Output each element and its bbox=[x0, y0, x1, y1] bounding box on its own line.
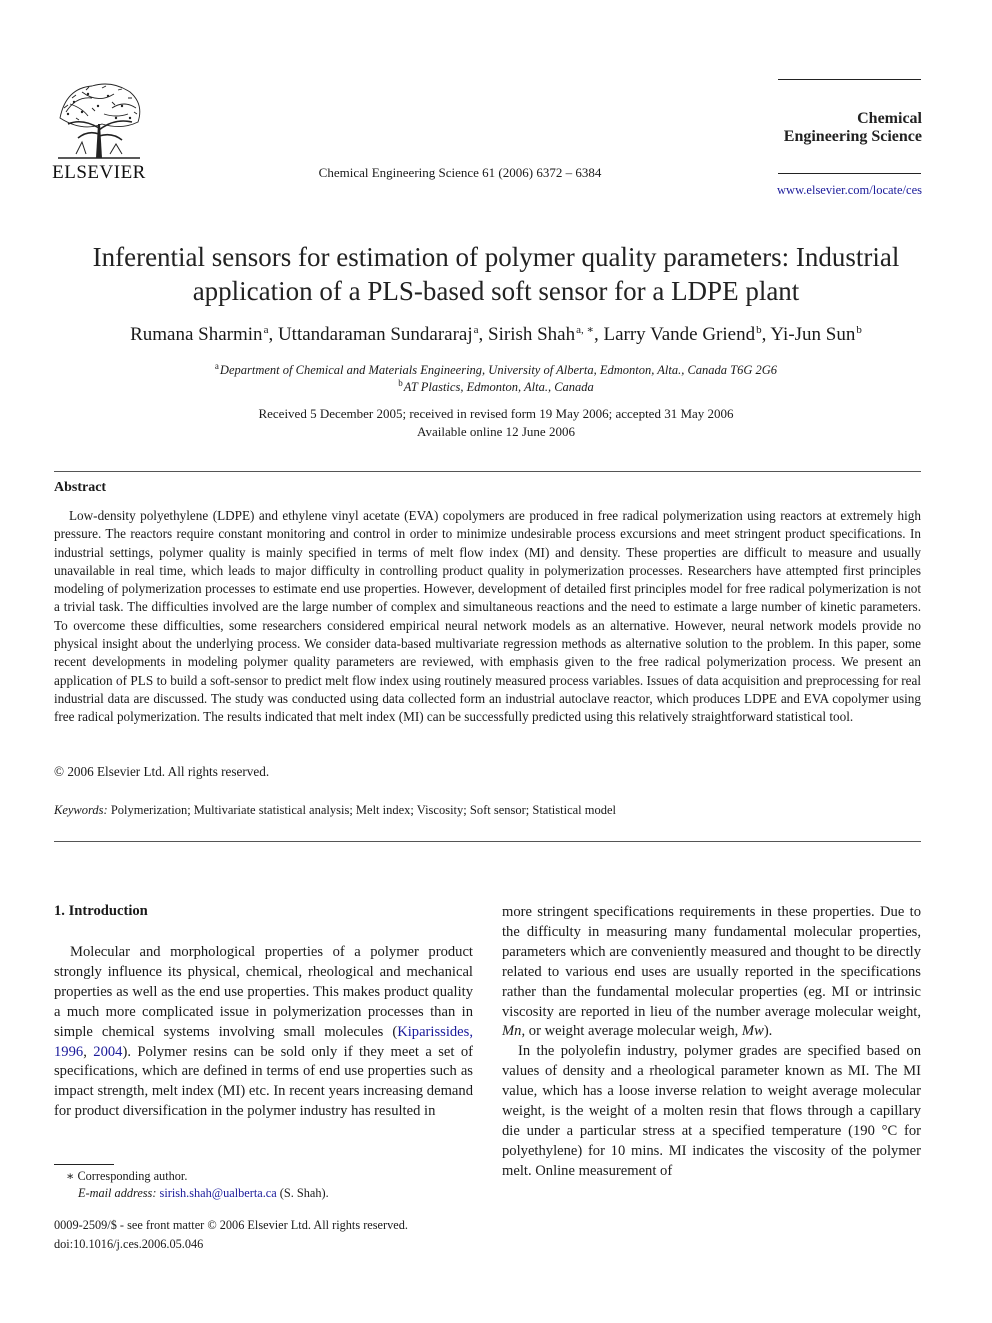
publisher-name: ELSEVIER bbox=[52, 162, 146, 183]
elsevier-logo bbox=[52, 78, 146, 182]
title-line-2: application of a PLS-based soft sensor for a LDPE plant bbox=[192, 276, 800, 306]
symbol-mw: Mw bbox=[741, 1023, 764, 1040]
online-date: Available online 12 June 2006 bbox=[417, 424, 575, 439]
received-dates: Received 5 December 2005; received in revised form 19 May 2006; accepted 31 May 2006 bbox=[258, 406, 734, 421]
footnote-star: ∗ bbox=[66, 1169, 75, 1183]
citation-link-kiparissides-2004[interactable]: 2004 bbox=[93, 1043, 123, 1060]
title-line-1: Inferential sensors for estimation of polymer quality parameters: Industrial bbox=[92, 242, 900, 272]
author-name: Uttandaraman Sundararaj bbox=[277, 324, 473, 345]
abstract-heading: Abstract bbox=[54, 480, 107, 495]
author-name: Yi-Jun Sun bbox=[770, 324, 856, 345]
abstract-rule-bottom bbox=[54, 841, 921, 842]
body-column-left bbox=[54, 943, 473, 1122]
author-list: Rumana Sharmin$^a$, Uttandaraman Sundararaj$^a$, Sirish Shah$^{a, ∗}$, Larry Vande Griend$^b$, Yi-Jun Sun$^b$ bbox=[130, 324, 862, 345]
affiliation-text: AT Plastics, Edmonton, Alta., Canada bbox=[403, 380, 594, 394]
author-sup: b bbox=[756, 324, 762, 336]
author-name: Sirish Shah bbox=[488, 324, 576, 345]
abstract-text: Low-density polyethylene (LDPE) and ethylene vinyl acetate (EVA) copolymers are produced in free radical polymerization using reactors at extremely high pressure. The reactors require constant monitoring and control in order to minimize undesirable process excursions and meet stringent product specifications. In industrial settings, polymer quality is mainly specified in terms of melt flow index (MI) and density. These properties are difficult to measure and usually unavailable in real time, which leads to major difficulty in controlling product quality in polymerization processes. Researchers have attempted first principles modeling of polymerization processes to estimate end use properties. However, development of detailed first principles model for free radical polymerization is not a trivial task. The difficulties involved are the large number of complex and simultaneous reactions and the need to estimate a large number of kinetic parameters. To overcome these difficulties, some researchers considered empirical neural network models as an alternative. However, neural network models provide no physical insight about the underlying process. We consider data-based multivariate regression methods as alternative solution to the problem. In this paper, some recent developments in modeling polymer quality parameters are reviewed, with emphasis given to the free radical polymerization process. We present an application of PLS to build a soft-sensor to predict melt flow index using routinely measured process variables. Issues of data acquisition and preprocessing for real industrial data are discussed. The study was conducted using data collected form an industrial autoclave reactor, which produces LDPE and EVA copolymer using free radical polymerization. The results indicated that melt index (MI) can be successfully predicted using this relatively straightforward statistical tool. bbox=[54, 508, 921, 725]
doi-line: doi:10.1016/j.ces.2006.05.046 bbox=[54, 1237, 204, 1251]
journal-name-line2: Engineering Science bbox=[783, 128, 922, 145]
symbol-mn: Mn bbox=[502, 1023, 522, 1040]
footnote-corresponding bbox=[54, 1169, 187, 1184]
author-sup: a, ∗ bbox=[576, 324, 594, 336]
journal-rule-top bbox=[778, 79, 921, 80]
author-name: Larry Vande Griend bbox=[603, 324, 756, 345]
journal-name-line1: Chemical bbox=[857, 110, 922, 127]
intro-text-b: ). Polymer resins can be sold only if they meet a set of specifications, which are defined in terms of end use properties such as impact strength, melt index (MI) etc. In recent years increasing demand for product diversification in the polymer industry has resulted in bbox=[54, 1043, 474, 1120]
abstract-copyright: © 2006 Elsevier Ltd. All rights reserved. bbox=[54, 764, 270, 779]
intro-text-d: , or weight average molecular weigh, bbox=[521, 1023, 742, 1040]
section-heading-introduction: 1. Introduction bbox=[54, 903, 148, 919]
intro-text-a: Molecular and morphological properties of a polymer product strongly influence its physical, chemical, rheological and mechanical properties as well as the end use properties. This makes product quality a much more complicated issue in polymerization processes than in simple chemical systems involving small molecules ( bbox=[54, 944, 473, 1040]
keywords bbox=[54, 803, 921, 818]
author-sup: a bbox=[263, 324, 269, 336]
intro-paragraph-1-cont bbox=[502, 903, 921, 1042]
affiliation-sup: a bbox=[214, 361, 219, 371]
journal-url-link[interactable]: www.elsevier.com/locate/ces bbox=[777, 183, 922, 197]
journal-rule-bottom bbox=[778, 173, 921, 174]
affiliation-b bbox=[40, 378, 952, 395]
intro-paragraph-1 bbox=[54, 943, 473, 1122]
elsevier-tree-icon bbox=[52, 78, 146, 160]
journal-citation: Chemical Engineering Science 61 (2006) 6372 – 6384 bbox=[318, 165, 602, 180]
author-name: Rumana Sharmin bbox=[130, 324, 263, 345]
intro-text-c: more stringent specifications requirements in these properties. Due to the difficulty in measuring many fundamental molecular properties, parameters which are conveniently measured and thought to be directly related to various end uses are usually reported in the specifications rather than the fundamental molecular properties (eg. MI or intrinsic viscosity are reported in lieu of the number average molecular weight, bbox=[502, 904, 921, 1020]
affiliation-text: Department of Chemical and Materials Engineering, University of Alberta, Edmonton, Alta., Canada T6G 2G6 bbox=[219, 363, 778, 377]
front-matter-line: 0009-2509/$ - see front matter © 2006 Elsevier Ltd. All rights reserved. bbox=[54, 1218, 408, 1232]
keywords-label: Keywords: bbox=[54, 803, 108, 817]
paper-title bbox=[40, 240, 952, 308]
abstract-rule-top bbox=[54, 471, 921, 472]
intro-text-e: ). bbox=[763, 1023, 773, 1040]
affiliation-sup: b bbox=[398, 378, 403, 388]
keywords-text: Polymerization; Multivariate statistical analysis; Melt index; Viscosity; Soft sensor; Statistical model bbox=[110, 803, 617, 817]
email-label: E-mail address: bbox=[78, 1186, 157, 1200]
journal-name bbox=[760, 110, 922, 146]
footnote-rule bbox=[54, 1164, 114, 1165]
email-owner: (S. Shah). bbox=[279, 1186, 329, 1200]
body-column-right bbox=[502, 903, 921, 1182]
citation-separator: , bbox=[83, 1043, 94, 1060]
intro-paragraph-2: In the polyolefin industry, polymer grades are specified based on values of density and a rheological parameter known as MI. The MI value, which has a loose inverse relation to weight average molecular weight, is the weight of a molten resin that flows through a capillary die under a particular stress at a specified temperature (190 °C for polyethylene) for 10 mins. MI indicates the viscosity of the polymer melt. Online measurement of bbox=[502, 1043, 921, 1179]
affiliation-a bbox=[40, 361, 952, 378]
author-sup: b bbox=[856, 324, 862, 336]
footnote-email bbox=[54, 1186, 329, 1201]
author-sup: a bbox=[473, 324, 479, 336]
email-link[interactable]: sirish.shah@ualberta.ca bbox=[159, 1186, 277, 1200]
footnote-corresponding-text: Corresponding author. bbox=[77, 1169, 188, 1183]
citation-link-kiparissides-1996[interactable]: Kiparissides, 1996 bbox=[54, 1023, 473, 1060]
